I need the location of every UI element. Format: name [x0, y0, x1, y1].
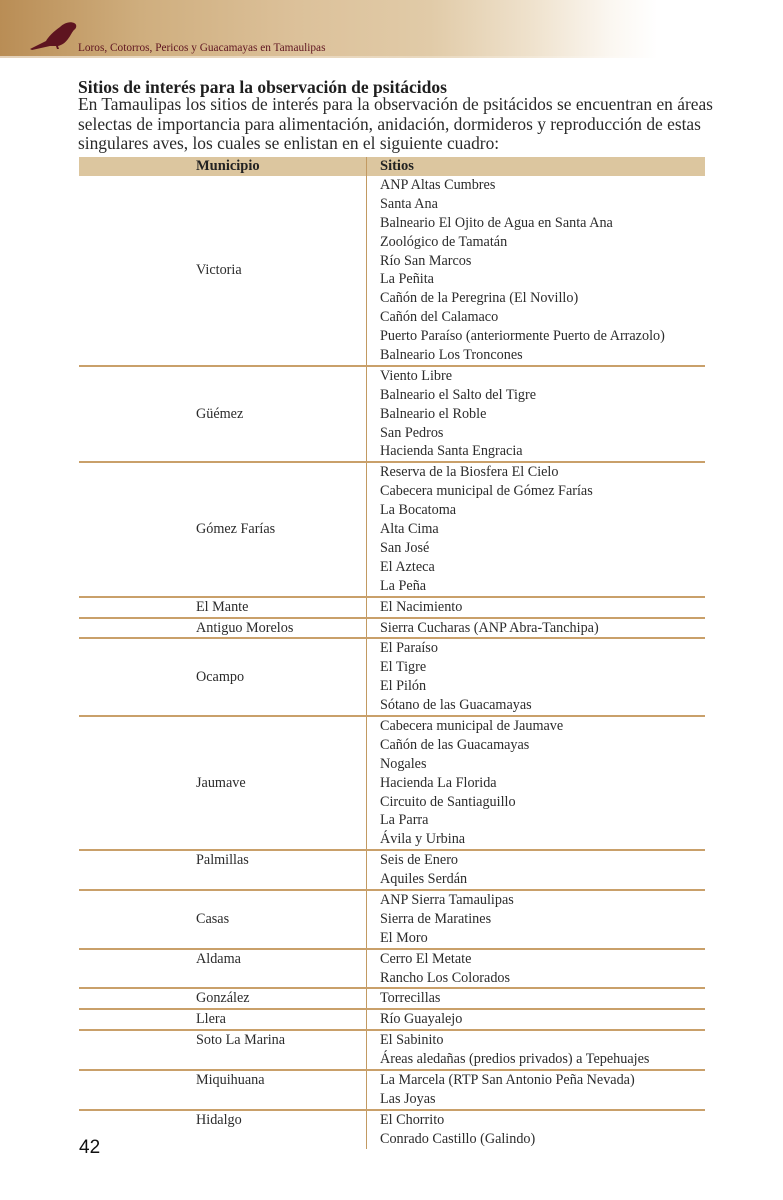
table-row [79, 367, 705, 463]
site-name: Hacienda Santa Engracia [380, 443, 523, 460]
municipio-name: Antiguo Morelos [196, 619, 294, 636]
running-title: Loros, Cotorros, Pericos y Guacamayas en Tamaulipas [78, 42, 326, 54]
site-name: Balneario El Ojito de Agua en Santa Ana [380, 214, 613, 231]
municipio-name: Soto La Marina [196, 1032, 286, 1049]
site-name: La Peñita [380, 271, 434, 288]
table-header [79, 157, 705, 176]
intro-line: singulares aves, los cuales se enlistan en el siguiente cuadro: [78, 133, 500, 153]
municipio-name: El Mante [196, 598, 249, 615]
municipio-cell [79, 1031, 366, 1069]
site-name: Cañón de las Guacamayas [380, 736, 530, 753]
sites-table [79, 157, 705, 1149]
site-name: La Parra [380, 812, 429, 829]
sitios-cell [366, 619, 705, 638]
table-row [79, 1010, 705, 1031]
sitios-cell [366, 367, 705, 461]
site-name: El Chorrito [380, 1111, 445, 1128]
municipio-cell [79, 950, 366, 988]
site-name: Zoológico de Tamatán [380, 233, 508, 250]
site-name: Rancho Los Colorados [380, 969, 511, 986]
intro-paragraph [78, 95, 718, 154]
sitios-cell [366, 1111, 705, 1149]
sitios-cell [366, 176, 705, 365]
site-name: El Tigre [380, 659, 427, 676]
sitios-cell [366, 1031, 705, 1069]
municipio-cell [79, 851, 366, 889]
site-name: Río San Marcos [380, 252, 472, 269]
municipio-cell [79, 1111, 366, 1149]
site-name: Ávila y Urbina [380, 831, 466, 848]
page-number: 42 [79, 1137, 101, 1158]
table-row [79, 176, 705, 367]
site-name: Cabecera municipal de Gómez Farías [380, 483, 593, 500]
site-name: Hacienda La Florida [380, 774, 497, 791]
table-row [79, 1111, 705, 1149]
site-name: La Marcela (RTP San Antonio Peña Nevada) [380, 1072, 635, 1089]
intro-line: En Tamaulipas los sitios de interés para la observación de psitácidos se encuentran en áreas [78, 94, 713, 114]
sitios-cell [366, 639, 705, 715]
site-name: Cerro El Metate [380, 950, 472, 967]
section-title: Sitios de interés para la observación de psitácidos [78, 77, 447, 97]
site-name: Cañón del Calamaco [380, 309, 499, 326]
site-name: El Pilón [380, 678, 427, 695]
site-name: San Pedros [380, 424, 444, 441]
site-name: Circuito de Santiaguillo [380, 793, 516, 810]
site-name: Seis de Enero [380, 852, 459, 869]
site-name: Sierra de Maratines [380, 910, 492, 927]
municipio-name: Hidalgo [196, 1111, 242, 1128]
site-name: Santa Ana [380, 195, 438, 212]
site-name: San José [380, 539, 430, 556]
site-name: El Azteca [380, 558, 435, 575]
site-name: El Moro [380, 929, 428, 946]
municipio-name: Gómez Farías [196, 520, 276, 537]
table-row [79, 950, 705, 990]
municipio-name: Aldama [196, 950, 241, 967]
site-name: El Paraíso [380, 640, 438, 657]
table-row [79, 619, 705, 640]
site-name: Río Guayalejo [380, 1011, 463, 1028]
site-name: Viento Libre [380, 367, 453, 384]
site-name: Alta Cima [380, 521, 439, 538]
site-name: Cañón de la Peregrina (El Novillo) [380, 290, 579, 307]
municipio-name: Casas [196, 910, 230, 927]
site-name: La Peña [380, 577, 427, 594]
municipio-cell [79, 717, 366, 849]
sitios-cell [366, 1071, 705, 1109]
sitios-cell [366, 891, 705, 948]
municipio-cell [79, 367, 366, 461]
table-row [79, 598, 705, 619]
site-name: Sótano de las Guacamayas [380, 697, 532, 714]
column-header-municipio: Municipio [196, 158, 260, 174]
municipio-name: Güémez [196, 405, 244, 422]
sitios-cell [366, 463, 705, 595]
table-row [79, 639, 705, 717]
municipio-name: Llera [196, 1011, 226, 1028]
site-name: Reserva de la Biosfera El Cielo [380, 464, 559, 481]
municipio-cell [79, 463, 366, 595]
site-name: Áreas aledañas (predios privados) a Tepehuajes [380, 1051, 650, 1068]
sitios-cell [366, 989, 705, 1008]
intro-line: selectas de importancia para alimentación, anidación, dormideros y reproducción de estas [78, 113, 701, 134]
table-row [79, 891, 705, 950]
municipio-cell [79, 1010, 366, 1029]
site-name: El Nacimiento [380, 598, 463, 615]
table-body [79, 176, 705, 1149]
site-name: Aquiles Serdán [380, 871, 468, 888]
sitios-cell [366, 851, 705, 889]
site-name: Balneario el Roble [380, 405, 487, 422]
table-row [79, 1071, 705, 1111]
site-name: El Sabinito [380, 1032, 444, 1049]
site-name: Nogales [380, 755, 427, 772]
municipio-name: Miquihuana [196, 1072, 265, 1089]
parrot-silhouette-icon [28, 19, 80, 51]
municipio-cell [79, 598, 366, 617]
site-name: ANP Altas Cumbres [380, 177, 496, 193]
table-row [79, 851, 705, 891]
municipio-cell [79, 639, 366, 715]
site-name: La Bocatoma [380, 502, 457, 519]
sitios-cell [366, 1010, 705, 1029]
municipio-cell [79, 989, 366, 1008]
column-header-sitios: Sitios [366, 157, 705, 176]
site-name: Conrado Castillo (Galindo) [380, 1130, 536, 1147]
sitios-cell [366, 598, 705, 617]
table-row [79, 717, 705, 851]
site-name: Sierra Cucharas (ANP Abra-Tanchipa) [380, 619, 599, 636]
municipio-cell [79, 1071, 366, 1109]
municipio-name: Jaumave [196, 774, 246, 791]
site-name: Torrecillas [380, 990, 441, 1007]
sitios-cell [366, 950, 705, 988]
municipio-name: González [196, 990, 250, 1007]
header-band [0, 0, 783, 58]
site-name: ANP Sierra Tamaulipas [380, 891, 514, 908]
table-row [79, 989, 705, 1010]
municipio-name: Victoria [196, 261, 242, 278]
municipio-cell [79, 176, 366, 365]
site-name: Balneario el Salto del Tigre [380, 386, 537, 403]
municipio-cell [79, 619, 366, 638]
municipio-name: Ocampo [196, 668, 245, 685]
site-name: Las Joyas [380, 1090, 436, 1107]
sitios-cell [366, 717, 705, 849]
site-name: Balneario Los Troncones [380, 347, 523, 364]
municipio-name: Palmillas [196, 852, 249, 869]
table-row [79, 1031, 705, 1071]
site-name: Puerto Paraíso (anteriormente Puerto de Arrazolo) [380, 328, 665, 345]
municipio-cell [79, 891, 366, 948]
site-name: Cabecera municipal de Jaumave [380, 717, 564, 734]
table-row [79, 463, 705, 597]
